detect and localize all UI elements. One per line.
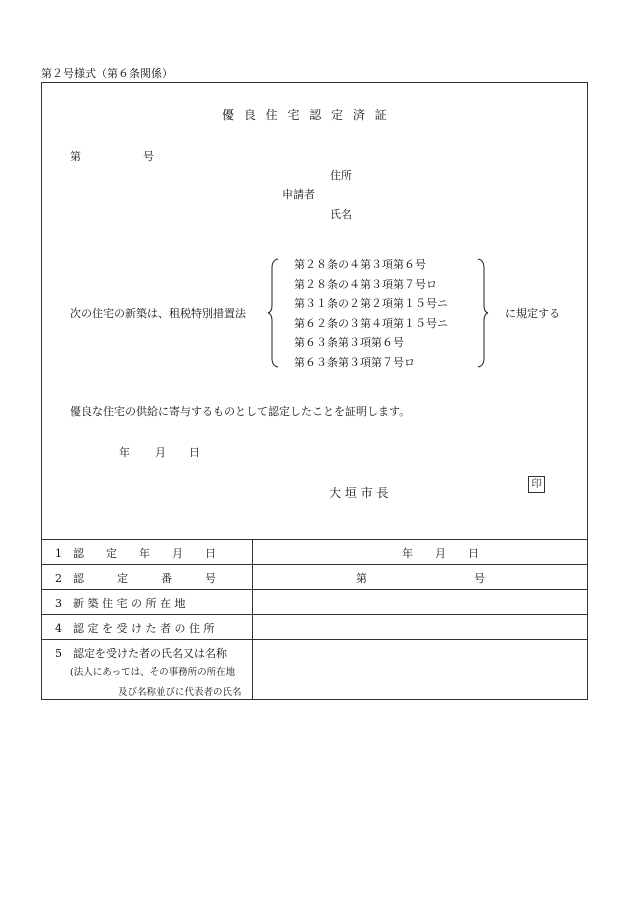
certify-text: 優良な住宅の供給に寄与するものとして認定したことを証明します。 [70, 405, 411, 418]
table-top-border [42, 539, 587, 540]
date-year: 年 [119, 446, 130, 459]
date-day: 日 [189, 446, 200, 459]
right-brace [477, 258, 489, 368]
new-build-text: 次の住宅の新築は、租税特別措置法 [70, 307, 246, 320]
certificate-title: 優 良 住 宅 認 定 済 証 [222, 108, 390, 122]
provision-item: 第６２条の３第４項第１５号ニ [294, 316, 448, 330]
row2-value-suffix: 号 [474, 572, 485, 585]
regulated-text: に規定する [505, 307, 560, 320]
row1-value: 年 月 日 [402, 547, 479, 560]
provision-item: 第３１条の２第２項第１５号ニ [294, 297, 448, 311]
mayor-title: 大 垣 市 長 [329, 486, 389, 500]
row2-value-prefix: 第 [356, 572, 367, 585]
provision-item: 第２８条の４第３項第６号 [294, 258, 426, 271]
table-column-divider [252, 539, 253, 700]
table-row-divider [42, 639, 587, 640]
row2-label: 2 認 定 番 号 [55, 572, 216, 585]
table-row-divider [42, 614, 587, 615]
left-brace [267, 258, 279, 368]
table-row-divider [42, 564, 587, 565]
row5-label: 5 認定を受けた者の氏名又は名称 [55, 647, 227, 660]
provision-item: 第２８条の４第３項第７号ロ [294, 277, 437, 291]
date-month: 月 [155, 446, 166, 459]
provision-item: 第６３条第３項第７号ロ [294, 356, 415, 369]
row4-label: 4 認 定 を 受 け た 者 の 住 所 [55, 622, 215, 635]
form-reference: 第２号様式（第６条関係） [41, 67, 173, 80]
row5-note1: (法人にあっては、その事務所の所在地 [70, 667, 236, 678]
seal-stamp: 印 [528, 476, 545, 493]
provision-item: 第６３条第３項第６号 [294, 336, 404, 350]
number-suffix: 号 [143, 150, 154, 163]
row5-note2: 及び名称並びに代表者の氏名 [118, 687, 242, 698]
table-row-divider [42, 589, 587, 590]
number-prefix: 第 [70, 150, 81, 163]
address-label: 住所 [330, 169, 352, 182]
row3-label: 3 新 築 住 宅 の 所 在 地 [55, 597, 186, 610]
applicant-label: 申請者 [282, 188, 315, 201]
row1-label: 1 認 定 年 月 日 [55, 547, 216, 560]
name-label: 氏名 [330, 208, 352, 221]
